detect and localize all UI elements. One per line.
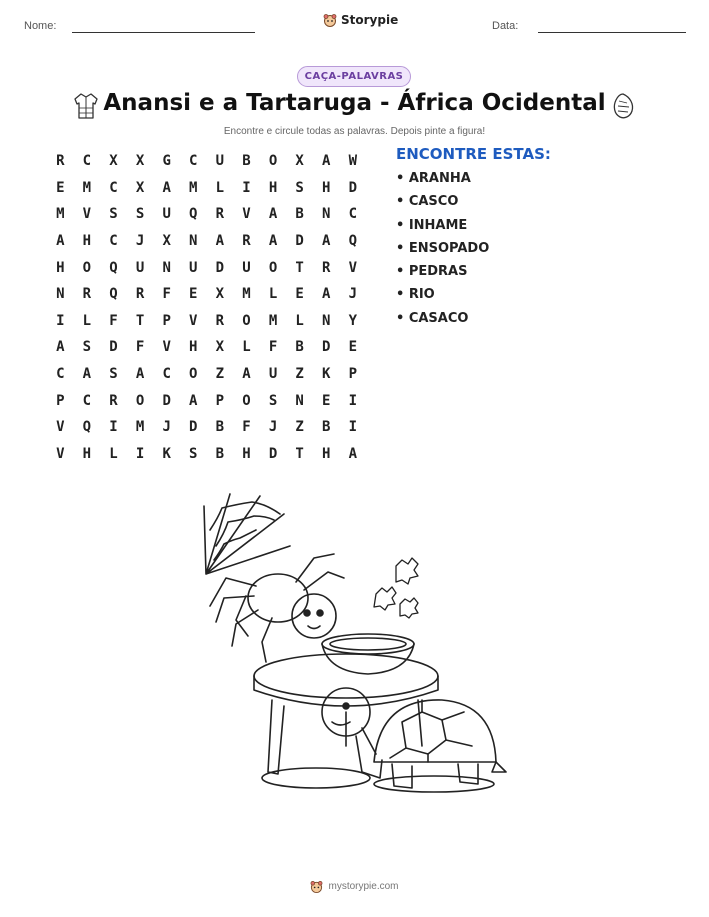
grid-row: [47, 361, 366, 388]
grid-cell[interactable]: N: [162, 259, 171, 276]
grid-cell[interactable]: A: [56, 339, 65, 356]
grid-cell[interactable]: J: [135, 233, 145, 250]
grid-cell[interactable]: G: [162, 153, 171, 170]
grid-cell[interactable]: V: [189, 312, 198, 329]
grid-cell[interactable]: D: [295, 233, 304, 250]
grid-cell[interactable]: S: [295, 179, 304, 196]
grid-cell[interactable]: B: [242, 153, 251, 170]
grid-cell[interactable]: S: [189, 445, 198, 462]
grid-cell[interactable]: D: [162, 392, 171, 409]
grid-cell[interactable]: V: [348, 259, 358, 276]
grid-cell[interactable]: K: [162, 445, 171, 462]
word-search-grid[interactable]: [47, 148, 366, 467]
grid-cell[interactable]: R: [215, 312, 225, 329]
grid-cell[interactable]: D: [322, 339, 331, 356]
grid-cell[interactable]: Q: [82, 419, 92, 436]
grid-cell[interactable]: B: [215, 445, 225, 462]
grid-cell[interactable]: X: [215, 339, 225, 356]
grid-cell[interactable]: B: [322, 419, 331, 436]
grid-cell[interactable]: B: [295, 339, 304, 356]
grid-cell[interactable]: H: [189, 339, 198, 356]
grid-cell[interactable]: R: [82, 286, 92, 303]
grid-cell[interactable]: Q: [109, 259, 118, 276]
grid-cell[interactable]: I: [56, 312, 65, 329]
grid-cell[interactable]: O: [82, 259, 92, 276]
storypie-mascot-icon: [323, 13, 337, 27]
grid-row: [47, 308, 366, 335]
grid-cell[interactable]: J: [268, 419, 278, 436]
grid-cell[interactable]: F: [162, 286, 171, 303]
grid-row: [47, 387, 366, 414]
grid-cell[interactable]: X: [295, 153, 304, 170]
grid-cell[interactable]: A: [82, 366, 92, 383]
grid-cell[interactable]: D: [109, 339, 118, 356]
grid-cell[interactable]: O: [135, 392, 145, 409]
footer: [0, 880, 709, 893]
grid-cell[interactable]: Z: [295, 366, 304, 383]
grid-cell[interactable]: P: [162, 312, 171, 329]
word-item: • CASACO: [396, 310, 469, 326]
grid-cell[interactable]: F: [268, 339, 278, 356]
grid-cell[interactable]: W: [348, 153, 358, 170]
spider-web: [204, 494, 290, 574]
grid-cell[interactable]: M: [189, 179, 198, 196]
grid-cell[interactable]: C: [162, 366, 171, 383]
grid-cell[interactable]: C: [109, 179, 118, 196]
grid-cell[interactable]: A: [322, 233, 331, 250]
yam-icon: [610, 92, 636, 120]
word-list-title: ENCONTRE ESTAS:: [396, 145, 551, 163]
grid-row: [47, 201, 366, 228]
word-list: [396, 145, 551, 334]
grid-cell[interactable]: S: [268, 392, 278, 409]
grid-row: [47, 148, 366, 175]
grid-cell[interactable]: D: [268, 445, 278, 462]
grid-cell[interactable]: R: [109, 392, 118, 409]
grid-cell[interactable]: Y: [348, 312, 358, 329]
grid-cell[interactable]: Z: [295, 419, 304, 436]
grid-cell[interactable]: B: [215, 419, 225, 436]
grid-cell[interactable]: A: [268, 206, 278, 223]
grid-cell[interactable]: R: [215, 206, 225, 223]
grid-cell[interactable]: A: [215, 233, 225, 250]
grid-cell[interactable]: H: [82, 445, 92, 462]
grid-cell[interactable]: A: [348, 445, 358, 462]
grid-cell[interactable]: O: [268, 153, 278, 170]
grid-cell[interactable]: K: [322, 366, 331, 383]
grid-cell[interactable]: V: [56, 419, 65, 436]
grid-cell[interactable]: P: [215, 392, 225, 409]
grid-cell[interactable]: R: [135, 286, 145, 303]
grid-cell[interactable]: A: [162, 179, 171, 196]
tortoise: [322, 688, 506, 792]
grid-cell[interactable]: S: [109, 366, 118, 383]
grid-cell[interactable]: L: [215, 179, 225, 196]
grid-cell[interactable]: V: [82, 206, 92, 223]
grid-cell[interactable]: C: [189, 153, 198, 170]
grid-cell[interactable]: U: [135, 259, 145, 276]
grid-row: [47, 175, 366, 202]
instructions: Encontre e circule todas as palavras. Depois pinte a figura!: [223, 126, 486, 137]
grid-cell[interactable]: L: [82, 312, 92, 329]
grid-cell[interactable]: L: [268, 286, 278, 303]
name-label: Nome:: [24, 20, 57, 32]
grid-cell[interactable]: N: [295, 392, 304, 409]
grid-cell[interactable]: O: [242, 312, 251, 329]
grid-cell[interactable]: M: [135, 419, 145, 436]
grid-cell[interactable]: R: [242, 233, 251, 250]
grid-cell[interactable]: C: [82, 153, 92, 170]
grid-cell[interactable]: I: [242, 179, 251, 196]
grid-cell[interactable]: U: [242, 259, 251, 276]
grid-cell[interactable]: R: [322, 259, 331, 276]
grid-cell[interactable]: A: [135, 366, 145, 383]
grid-cell[interactable]: P: [56, 392, 65, 409]
grid-cell[interactable]: N: [189, 233, 198, 250]
word-item: • PEDRAS: [396, 264, 468, 280]
brand-logo: [323, 13, 398, 27]
grid-cell[interactable]: U: [162, 206, 171, 223]
grid-cell[interactable]: D: [348, 179, 358, 196]
page-title: Anansi e a Tartaruga - África Ocidental: [103, 90, 606, 116]
grid-cell[interactable]: X: [135, 153, 145, 170]
grid-cell[interactable]: T: [135, 312, 145, 329]
grid-row: [47, 281, 366, 308]
grid-cell[interactable]: L: [295, 312, 304, 329]
spider-tortoise-illustration: [196, 486, 508, 810]
grid-cell[interactable]: A: [268, 233, 278, 250]
grid-row: [47, 228, 366, 255]
storypie-mascot-icon: [310, 880, 323, 893]
grid-cell[interactable]: X: [135, 179, 145, 196]
grid-cell[interactable]: Q: [109, 286, 118, 303]
grid-cell[interactable]: C: [82, 392, 92, 409]
grid-cell[interactable]: N: [56, 286, 65, 303]
grid-cell[interactable]: D: [189, 419, 198, 436]
word-item: • CASCO: [396, 194, 459, 210]
grid-cell[interactable]: H: [82, 233, 92, 250]
grid-row: [47, 334, 366, 361]
grid-cell[interactable]: V: [242, 206, 251, 223]
grid-cell[interactable]: O: [268, 259, 278, 276]
grid-cell[interactable]: F: [242, 419, 251, 436]
name-line[interactable]: [72, 32, 255, 33]
grid-cell[interactable]: X: [215, 286, 225, 303]
grid-cell[interactable]: H: [242, 445, 251, 462]
grid-cell[interactable]: J: [162, 419, 171, 436]
grid-cell[interactable]: A: [189, 392, 198, 409]
grid-cell[interactable]: S: [135, 206, 145, 223]
spider: [210, 554, 344, 662]
grid-cell[interactable]: M: [82, 179, 92, 196]
footer-url[interactable]: mystorypie.com: [328, 881, 399, 892]
grid-cell[interactable]: E: [56, 179, 65, 196]
grid-cell[interactable]: M: [56, 206, 65, 223]
grid-cell[interactable]: I: [348, 419, 358, 436]
grid-cell[interactable]: L: [109, 445, 118, 462]
grid-cell[interactable]: S: [109, 206, 118, 223]
grid-cell[interactable]: M: [242, 286, 251, 303]
grid-cell[interactable]: A: [322, 153, 331, 170]
grid-cell[interactable]: P: [348, 366, 358, 383]
grid-cell[interactable]: H: [56, 259, 65, 276]
word-item: • ENSOPADO: [396, 240, 490, 256]
grid-cell[interactable]: O: [242, 392, 251, 409]
worksheet-type-badge: CAÇA-PALAVRAS: [297, 66, 411, 87]
grid-cell[interactable]: A: [322, 286, 331, 303]
grid-row: [47, 254, 366, 281]
grid-cell[interactable]: C: [109, 233, 118, 250]
grid-cell[interactable]: V: [56, 445, 65, 462]
word-item: • ARANHA: [396, 171, 471, 186]
brand-name: Storypie: [341, 13, 399, 27]
grid-cell[interactable]: J: [348, 286, 358, 303]
grid-cell[interactable]: T: [295, 259, 304, 276]
grid-cell[interactable]: A: [56, 233, 65, 250]
grid-cell[interactable]: N: [322, 312, 331, 329]
date-line[interactable]: [538, 32, 686, 33]
date-label: Data:: [492, 20, 519, 32]
word-item: • RIO: [396, 287, 435, 303]
grid-cell[interactable]: C: [348, 206, 358, 223]
grid-cell[interactable]: A: [242, 366, 251, 383]
grid-cell[interactable]: E: [348, 339, 358, 356]
grid-cell[interactable]: O: [189, 366, 198, 383]
grid-cell[interactable]: Q: [348, 233, 358, 250]
grid-cell[interactable]: F: [135, 339, 145, 356]
grid-cell[interactable]: X: [109, 153, 118, 170]
grid-cell[interactable]: I: [109, 419, 118, 436]
word-item: • INHAME: [396, 217, 468, 233]
grid-cell[interactable]: H: [322, 179, 331, 196]
grid-cell[interactable]: S: [82, 339, 92, 356]
grid-cell[interactable]: L: [242, 339, 251, 356]
grid-row: [47, 414, 366, 441]
grid-cell[interactable]: E: [189, 286, 198, 303]
grid-cell[interactable]: N: [322, 206, 331, 223]
grid-cell[interactable]: F: [109, 312, 118, 329]
grid-cell[interactable]: T: [295, 445, 304, 462]
grid-cell[interactable]: X: [162, 233, 171, 250]
grid-cell[interactable]: I: [135, 445, 145, 462]
grid-cell[interactable]: R: [56, 153, 65, 170]
grid-cell[interactable]: Z: [215, 366, 225, 383]
grid-cell[interactable]: B: [295, 206, 304, 223]
grid-cell[interactable]: E: [295, 286, 304, 303]
grid-row: [47, 441, 366, 468]
grid-cell[interactable]: C: [56, 366, 65, 383]
grid-cell[interactable]: I: [348, 392, 358, 409]
grid-cell[interactable]: U: [215, 153, 225, 170]
grid-cell[interactable]: V: [162, 339, 171, 356]
grid-cell[interactable]: H: [322, 445, 331, 462]
grid-cell[interactable]: U: [268, 366, 278, 383]
grid-cell[interactable]: Q: [189, 206, 198, 223]
grid-cell[interactable]: U: [189, 259, 198, 276]
grid-cell[interactable]: D: [215, 259, 225, 276]
grid-cell[interactable]: H: [268, 179, 278, 196]
grid-cell[interactable]: M: [268, 312, 278, 329]
grid-cell[interactable]: E: [322, 392, 331, 409]
